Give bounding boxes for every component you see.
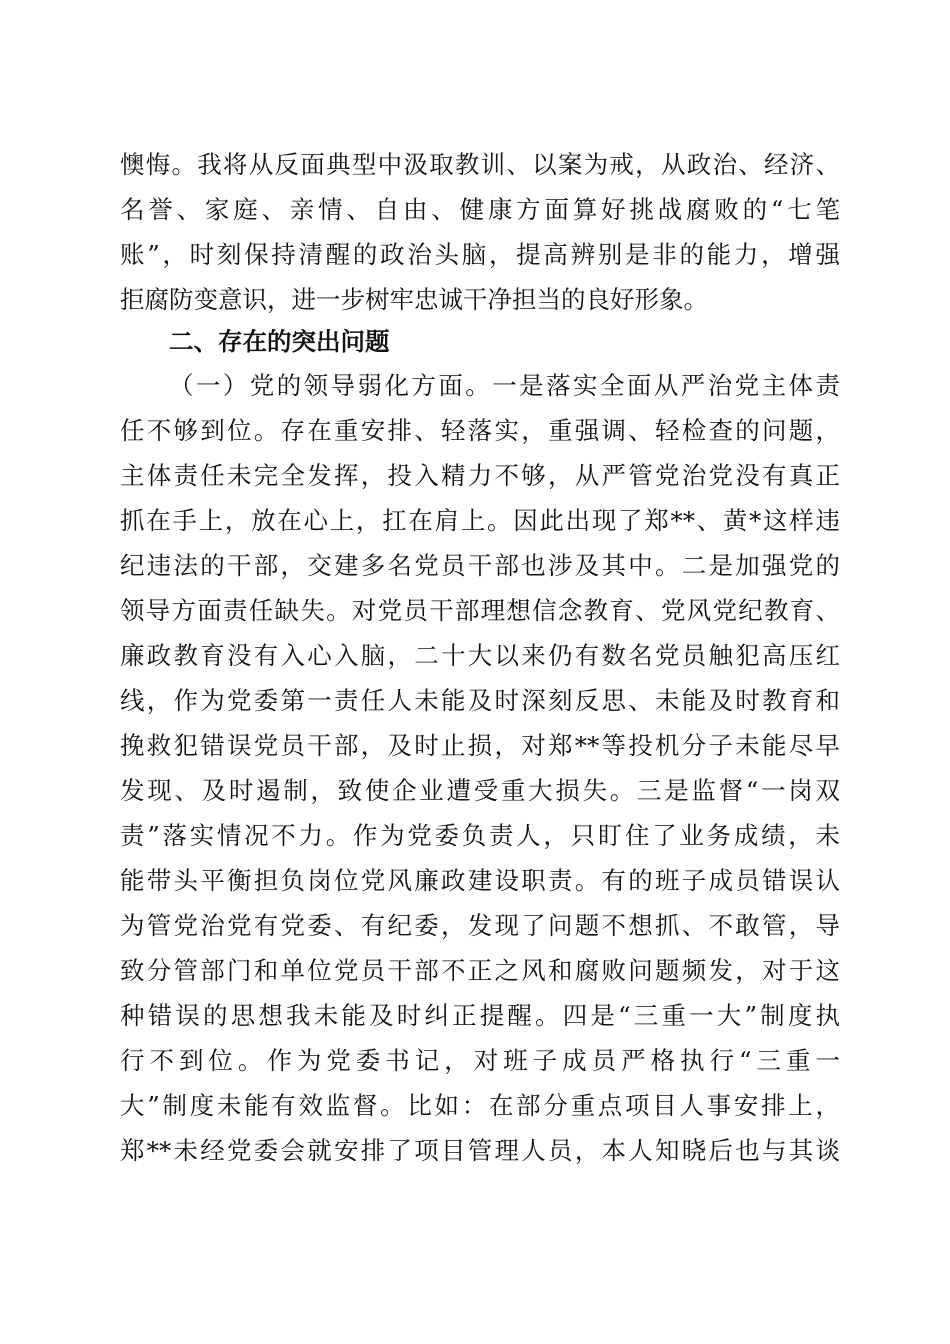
paragraph-line: 名誉、家庭、亲情、自由、健康方面算好挑战腐败的“七笔 [120,195,840,224]
paragraph-line: 账”，时刻保持清醒的政治头脑，提高辨别是非的能力，增强 [120,240,840,269]
paragraph-line: 领导方面责任缺失。对党员干部理想信念教育、党风党纪教育、 [120,596,840,625]
paragraph-line: 大”制度未能有效监督。比如：在部分重点项目人事安排上， [120,1091,840,1120]
paragraph-line: 拒腐防变意识，进一步树牢忠诚干净担当的良好形象。 [120,285,708,314]
paragraph-line: 责”落实情况不力。作为党委负责人，只盯住了业务成绩，未 [120,821,840,850]
paragraph-line: 能带头平衡担负岗位党风廉政建设职责。有的班子成员错误认 [120,866,840,895]
paragraph-line: 种错误的思想我未能及时纠正提醒。四是“三重一大”制度执 [120,1001,840,1030]
paragraph-line: 廉政教育没有入心入脑，二十大以来仍有数名党员触犯高压红 [120,641,840,670]
paragraph-line: 主体责任未完全发挥，投入精力不够，从严管党治党没有真正 [120,461,840,490]
paragraph-line: 致分管部门和单位党员干部不正之风和腐败问题频发，对于这 [120,956,840,985]
paragraph-line: 任不够到位。存在重安排、轻落实，重强调、轻检查的问题， [120,416,840,445]
paragraph-line: 郑**未经党委会就安排了项目管理人员，本人知晓后也与其谈 [120,1136,840,1165]
paragraph-line: 线，作为党委第一责任人未能及时深刻反思、未能及时教育和 [120,686,840,715]
paragraph-line: 行不到位。作为党委书记，对班子成员严格执行“三重一 [120,1046,840,1075]
section-heading: 二、存在的突出问题 [169,327,390,356]
paragraph-line: 挽救犯错误党员干部，及时止损，对郑**等投机分子未能尽早 [120,731,840,760]
paragraph-line: 抓在手上，放在心上，扛在肩上。因此出现了郑**、黄*这样违 [120,506,840,535]
paragraph-line: 发现、及时遏制，致使企业遭受重大损失。三是监督“一岗双 [120,776,840,805]
paragraph-line: 懊悔。我将从反面典型中汲取教训、以案为戒，从政治、经济、 [120,150,840,179]
paragraph-line: （一）党的领导弱化方面。一是落实全面从严治党主体责 [169,371,840,400]
paragraph-line: 纪违法的干部，交建多名党员干部也涉及其中。二是加强党的 [120,551,840,580]
paragraph-line: 为管党治党有党委、有纪委，发现了问题不想抓、不敢管，导 [120,911,840,940]
